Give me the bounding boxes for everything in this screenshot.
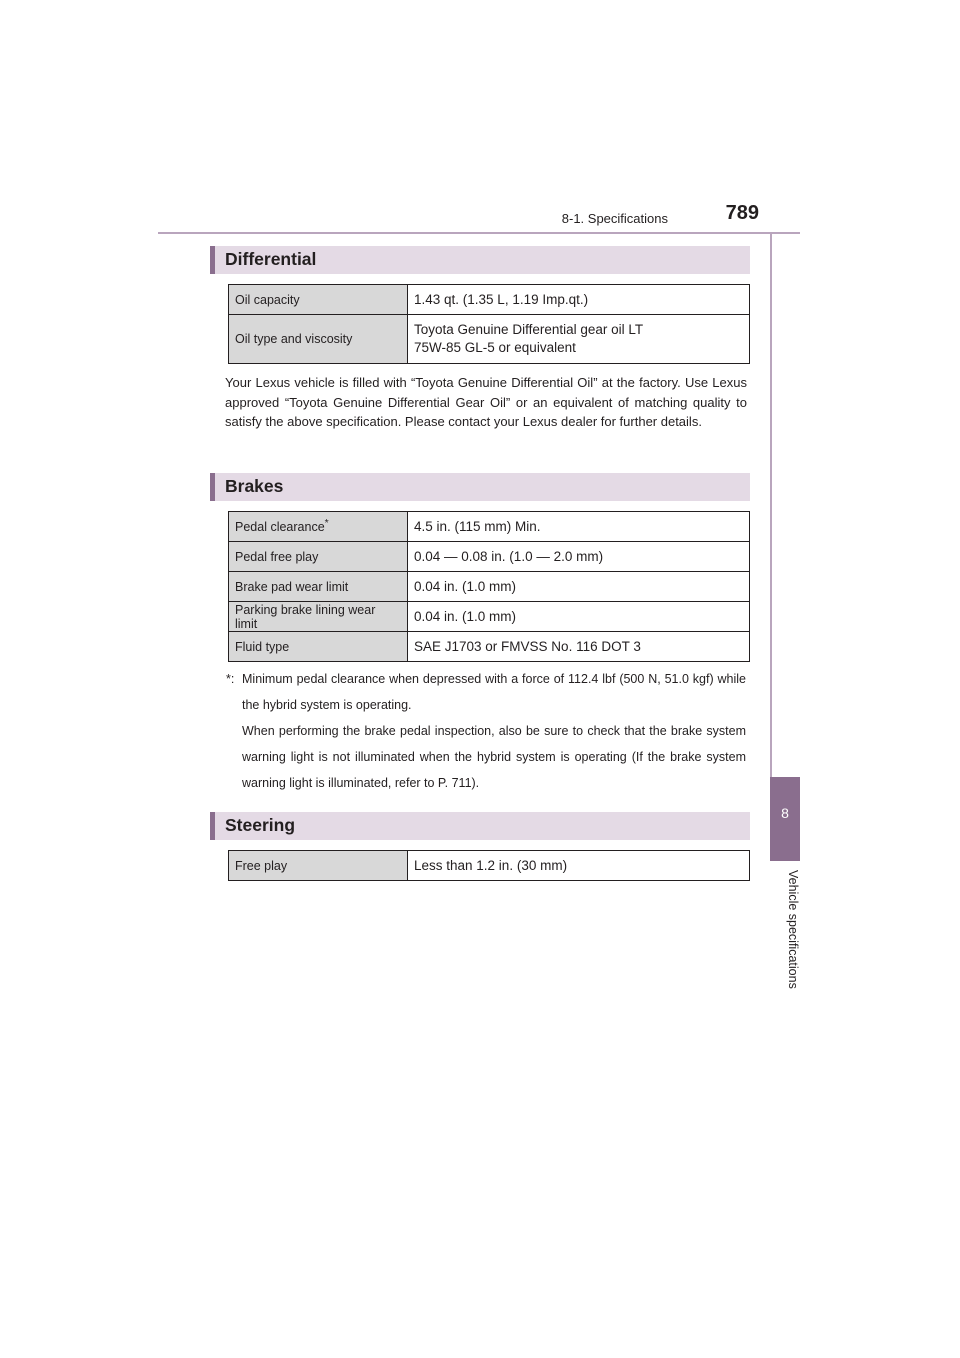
- spec-value-line: 75W-85 GL-5 or equivalent: [414, 340, 576, 355]
- footnote-text: When performing the brake pedal inspection, also be sure to check that the brake system warning light is not illuminated when the hybrid system is operating (If the brake system warning light is illuminated, refer to P. 711).: [242, 724, 746, 790]
- table-row: [229, 602, 750, 632]
- section-title: Steering: [225, 815, 296, 835]
- page-number: 789: [725, 202, 759, 224]
- spec-label: Oil capacity: [229, 285, 408, 315]
- side-divider: [770, 233, 772, 777]
- differential-paragraph: Your Lexus vehicle is filled with “Toyota Genuine Differential Oil” at the factory. Use Lexus approved “Toyota Genuine Differential Gear Oil” or an equivalent of matching quality to satisfy the above specification. Please contact your Lexus dealer for further details.: [225, 375, 747, 429]
- spec-value: Less than 1.2 in. (30 mm): [408, 851, 750, 881]
- chapter-number: 8: [781, 805, 789, 821]
- spec-label: Fluid type: [229, 632, 408, 662]
- spec-label: Free play: [229, 851, 408, 881]
- spec-label: Parking brake lining wear limit: [229, 602, 408, 632]
- steering-spec-table: [228, 850, 750, 881]
- table-row: [229, 315, 750, 364]
- section-title: Brakes: [225, 476, 284, 496]
- table-row: [229, 632, 750, 662]
- spec-value: [408, 315, 750, 364]
- table-row: [229, 542, 750, 572]
- section-header-brakes: [210, 473, 750, 501]
- footnote-mark: *:: [226, 672, 235, 686]
- spec-label: Brake pad wear limit: [229, 572, 408, 602]
- footnote-text: Minimum pedal clearance when depressed with a force of 112.4 lbf (500 N, 51.0 kgf) while the hybrid system is operating.: [242, 672, 746, 712]
- section-header-differential: [210, 246, 750, 274]
- table-row: [229, 512, 750, 542]
- spec-label: Oil type and viscosity: [229, 315, 408, 364]
- footnote-mark: *: [324, 518, 329, 530]
- section-title: Differential: [225, 249, 317, 269]
- spec-value: 1.43 qt. (1.35 L, 1.19 Imp.qt.): [408, 285, 750, 315]
- spec-label: [229, 512, 408, 542]
- table-row: [229, 572, 750, 602]
- spec-label: Pedal free play: [229, 542, 408, 572]
- chapter-label: Vehicle specifications: [786, 870, 800, 989]
- table-row: [229, 851, 750, 881]
- header-divider: [158, 232, 800, 234]
- spec-value: 0.04 in. (1.0 mm): [408, 572, 750, 602]
- section-header-steering: [210, 812, 750, 840]
- header-section-title: 8-1. Specifications: [561, 211, 668, 226]
- spec-value-line: Toyota Genuine Differential gear oil LT: [414, 322, 644, 337]
- spec-value: 0.04 — 0.08 in. (1.0 — 2.0 mm): [408, 542, 750, 572]
- spec-label-text: Pedal clearance: [235, 520, 325, 535]
- spec-value: 4.5 in. (115 mm) Min.: [408, 512, 750, 542]
- differential-spec-table: [228, 284, 750, 364]
- chapter-tab[interactable]: [770, 777, 800, 861]
- brakes-footnote: [226, 666, 746, 796]
- spec-value: 0.04 in. (1.0 mm): [408, 602, 750, 632]
- brakes-spec-table: [228, 511, 750, 662]
- table-row: [229, 285, 750, 315]
- spec-value: SAE J1703 or FMVSS No. 116 DOT 3: [408, 632, 750, 662]
